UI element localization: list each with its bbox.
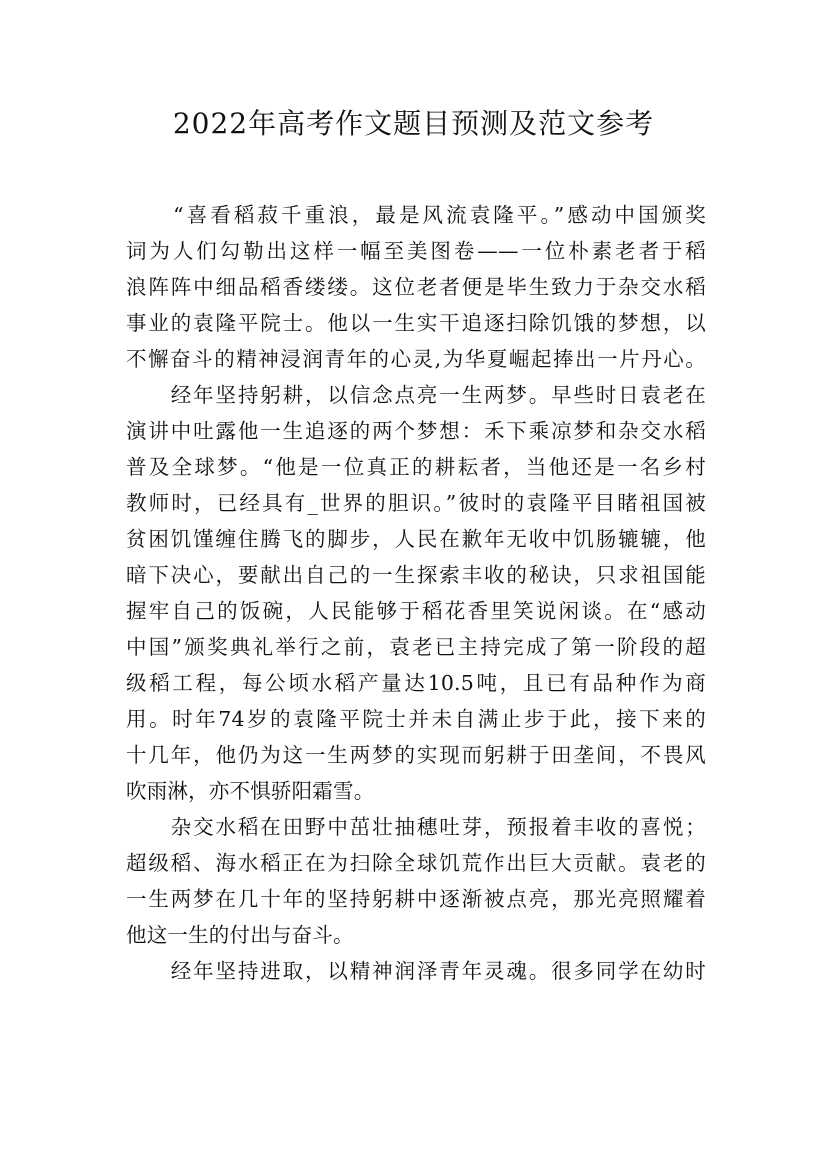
- body-line: 演讲中吐露他一生追逐的两个梦想：禾下乘凉梦和杂交水稻: [126, 419, 706, 443]
- body-line: 级稻工程，每公顷水稻产量达10.5吨，且已有品种作为商: [126, 671, 706, 695]
- body-line: 他这一生的付出与奋斗。: [126, 923, 354, 947]
- document-body: [126, 197, 706, 989]
- body-line: 教师时，已经具有_世界的胆识。”彼时的袁隆平目睹祖国被: [126, 491, 706, 515]
- body-line: 经年坚持进取，以精神润泽青年灵魂。很多同学在幼时: [126, 959, 706, 983]
- body-line: 一生两梦在几十年的坚持躬耕中逐渐被点亮，那光亮照耀着: [126, 887, 706, 911]
- body-line: 普及全球梦。“他是一位真正的耕耘者，当他还是一名乡村: [126, 455, 706, 479]
- body-line: 用。时年74岁的袁隆平院士并未自满止步于此，接下来的: [126, 707, 706, 731]
- body-line: 吹雨淋，亦不惧骄阳霜雪。: [126, 779, 375, 803]
- body-line: 事业的袁隆平院士。他以一生实干追逐扫除饥饿的梦想，以: [126, 311, 706, 335]
- body-line: 中国”颁奖典礼举行之前，袁老已主持完成了第一阶段的超: [126, 635, 706, 659]
- body-line: 握牢自己的饭碗，人民能够于稻花香里笑说闲谈。在“感动: [126, 599, 706, 623]
- body-line: 十几年，他仍为这一生两梦的实现而躬耕于田垄间，不畏风: [126, 743, 706, 767]
- body-line: “喜看稻菽千重浪，最是风流袁隆平。”感动中国颁奖: [126, 203, 706, 227]
- body-line: 经年坚持躬耕，以信念点亮一生两梦。早些时日袁老在: [126, 383, 706, 407]
- body-line: 杂交水稻在田野中茁壮抽穗吐芽，预报着丰收的喜悦；: [126, 815, 706, 839]
- body-line: 不懈奋斗的精神浸润青年的心灵,为华夏崛起捧出一片丹心。: [126, 347, 706, 371]
- document-title: 2022年高考作文题目预测及范文参考: [172, 107, 655, 140]
- body-line: 词为人们勾勒出这样一幅至美图卷——一位朴素老者于稻: [126, 239, 706, 263]
- body-line: 浪阵阵中细品稻香缕缕。这位老者便是毕生致力于杂交水稻: [126, 275, 706, 299]
- body-line: 贫困饥馑缠住腾飞的脚步，人民在歉年无收中饥肠辘辘，他: [126, 527, 706, 551]
- body-line: 暗下决心，要献出自己的一生探索丰收的秘诀，只求祖国能: [126, 563, 706, 587]
- body-line: 超级稻、海水稻正在为扫除全球饥荒作出巨大贡献。袁老的: [126, 851, 706, 875]
